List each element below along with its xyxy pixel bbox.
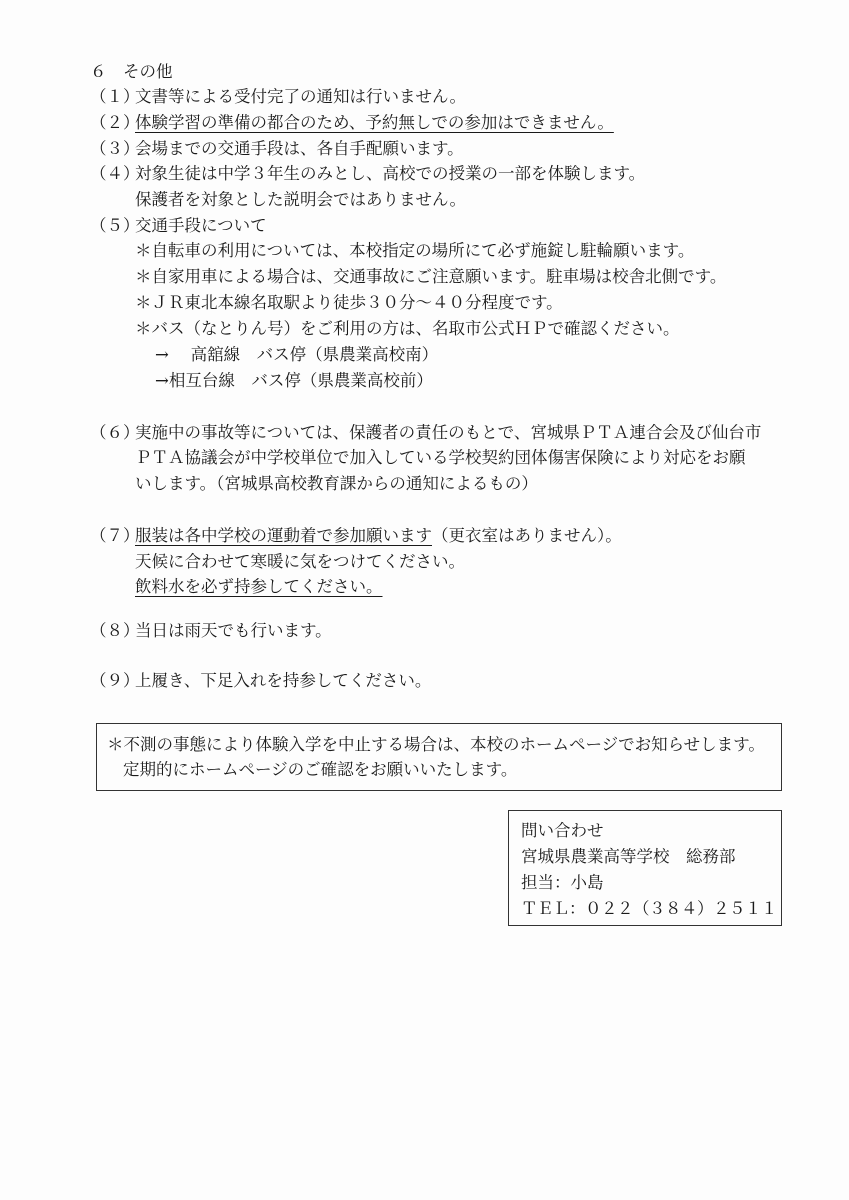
bus-route-2: →相互台線 バス停（県農業高校前）: [155, 371, 433, 390]
notice-line-1: ＊不測の事態により体験入学を中止する場合は、本校のホームページでお知らせします。: [107, 735, 765, 754]
transport-bullet-train: ＊ＪＲ東北本線名取駅より徒歩３０分～４０分程度です。: [135, 293, 563, 312]
item-6-number: （６）: [90, 423, 140, 442]
bus-route-1: → 高舘線 バス停（県農業高校南）: [155, 345, 439, 364]
contact-box: [508, 810, 782, 926]
item-6-text-2: ＰＴＡ協議会が中学校単位で加入している学校契約団体傷害保険により対応をお願: [135, 448, 746, 467]
item-9-text: 上履き、下足入れを持参してください。: [135, 671, 432, 690]
item-7-text-1: [135, 524, 622, 548]
contact-organization: 宮城県農業高等学校 総務部: [521, 847, 736, 866]
notice-line-2: 定期的にホームページのご確認をお願いいたします。: [123, 760, 518, 779]
item-7-text-2: 天候に合わせて寒暖に気をつけてください。: [135, 552, 465, 571]
item-1-number: （１）: [90, 87, 140, 106]
contact-person: 担当：小島: [521, 873, 604, 892]
item-3-number: （３）: [90, 139, 140, 158]
item-7-number: （７）: [90, 526, 140, 545]
transport-bullet-bus: ＊バス（なとりん号）をご利用の方は、名取市公式ＨＰで確認ください。: [135, 319, 680, 338]
contact-phone: ＴＥＬ：０２２（３８４）２５１１: [521, 899, 777, 918]
item-8-number: （８）: [90, 621, 140, 640]
contact-title: 問い合わせ: [521, 821, 604, 840]
item-6-text-3: いします。（宮城県高校教育課からの通知によるもの）: [135, 474, 538, 493]
transport-bullet-bicycle: ＊自転車の利用については、本校指定の場所にて必ず施錠し駐輪願います。: [135, 241, 695, 260]
item-2-number: （２）: [90, 113, 140, 132]
item-4-text-2: 保護者を対象とした説明会ではありません。: [135, 190, 466, 209]
transport-bullet-car: ＊自家用車による場合は、交通事故にご注意願います。駐車場は校舎北側です。: [135, 267, 727, 286]
notice-box: [96, 723, 782, 791]
item-6-text-1: 実施中の事故等については、保護者の責任のもとで、宮城県ＰＴＡ連合会及び仙台市: [135, 423, 762, 442]
section-heading: ６ その他: [90, 62, 173, 81]
item-5-number: （５）: [90, 216, 140, 235]
item-2-text: 体験学習の準備の都合のため、予約無しでの参加はできません。: [135, 113, 614, 132]
item-5-title: 交通手段について: [135, 216, 267, 235]
item-4-text-1: 対象生徒は中学３年生のみとし、高校での授業の一部を体験します。: [135, 164, 646, 183]
item-1-text: 文書等による受付完了の通知は行いません。: [135, 87, 466, 106]
item-7-text-3: 飲料水を必ず持参してください。: [135, 577, 383, 596]
item-7-underlined-text: 服装は各中学校の運動着で参加願います: [135, 526, 432, 545]
item-4-number: （４）: [90, 164, 140, 183]
item-7-remark: （更衣室はありません）。: [432, 526, 622, 545]
item-3-text: 会場までの交通手段は、各自手配願います。: [135, 139, 464, 158]
item-8-text: 当日は雨天でも行います。: [135, 621, 332, 640]
item-9-number: （９）: [90, 671, 140, 690]
